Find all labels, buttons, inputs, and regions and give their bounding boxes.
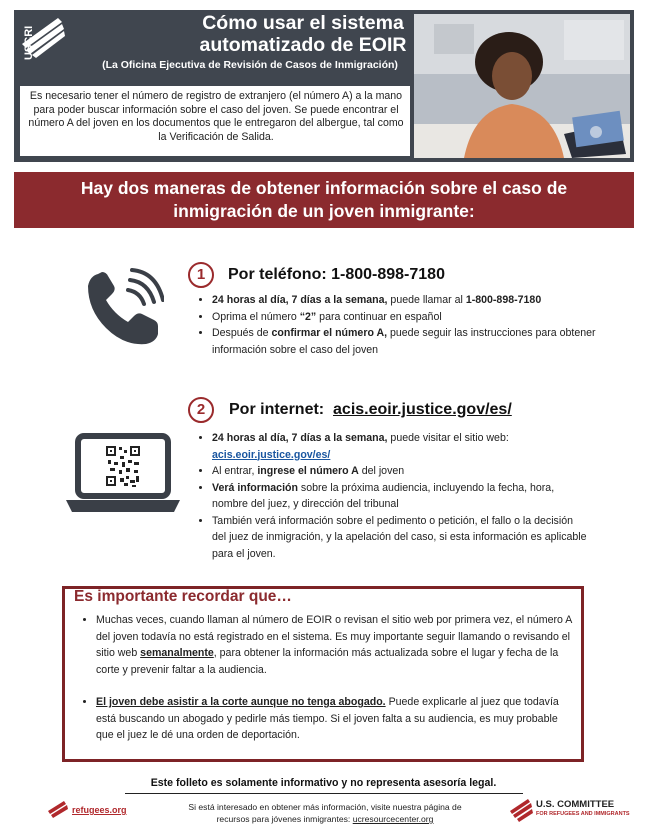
- title-line2: automatizado de EOIR: [199, 34, 407, 56]
- refugees-org-logo[interactable]: [46, 797, 136, 825]
- list-item: • 24 horas al día, 7 días a la semana, puede llamar al 1-800-898-7180: [212, 292, 598, 309]
- list-item: • 24 horas al día, 7 días a la semana, puede visitar el sitio web: acis.eoir.justice.gov/es/: [212, 430, 588, 463]
- title-line1: Cómo usar el sistema: [202, 12, 404, 34]
- list-item: • Verá información sobre la próxima audiencia, incluyendo la fecha, hora, nombre del juez, y dirección del tribunal: [212, 480, 588, 513]
- important-body: [82, 612, 572, 760]
- list-item: • Oprima el número “2” para continuar en español: [212, 309, 598, 326]
- list-item: • Después de confirmar el número A, puede seguir las instrucciones para obtener información sobre el caso del joven: [212, 325, 598, 358]
- ways-banner: [14, 172, 634, 228]
- list-item: • Al entrar, ingrese el número A del joven: [212, 463, 588, 480]
- phone-icon: [84, 266, 164, 348]
- refugees-org-link[interactable]: refugees.org: [72, 805, 127, 815]
- uscri-tagline: FOR REFUGEES AND IMMIGRANTS: [536, 811, 630, 817]
- intro-text: Es necesario tener el número de registro de extranjero (el número A) a la mano para poder buscar información sobre el caso del joven. Se puede encontrar el número A del joven en los documentos que le entregaron del albergue, tal como la Verificación de Salida.: [28, 90, 404, 143]
- header-panel: [14, 10, 634, 162]
- footer-info-line1: Si está interesado en obtener más información, visite nuestra página de: [188, 802, 462, 812]
- phone-number[interactable]: 1-800-898-7180: [465, 294, 542, 306]
- list-item: • También verá información sobre el pedimento o petición, el fallo o la decisión del juez de inmigración, y la apelación del caso, si esta información es aplicable para el joven.: [212, 513, 588, 563]
- uscri-footer-logo: [508, 795, 628, 825]
- section2-bullets: [198, 430, 588, 562]
- section-number-2: 2: [188, 397, 214, 423]
- section-number-1: 1: [188, 262, 214, 288]
- refugees-logo-icon: [46, 799, 70, 821]
- website-title-link[interactable]: acis.eoir.justice.gov/es/: [333, 401, 512, 418]
- footer-info: [160, 801, 490, 825]
- list-item: • Muchas veces, cuando llaman al número de EOIR o revisan el sitio web por primera vez, el número A del joven todavía no está registrado en el sistema. Es muy importante seguir llamando o revisando el sitio web semanalmente, para obtener la información más actualizada sobre el lugar y fecha de la corte y prevenir faltar a la audiencia.: [96, 612, 572, 678]
- list-item: • El joven debe asistir a la corte aunque no tenga abogado. Puede explicarle al juez que todavía está buscando un abogado y pedirle más tiempo. Si el joven falta a su audiencia, es muy probable que el juez le dé una orden de deportación.: [96, 694, 572, 744]
- important-title: Es importante recordar que…: [74, 588, 292, 605]
- section1-bullets: [198, 292, 598, 358]
- resource-center-link[interactable]: ucresourcecenter.org: [352, 814, 434, 824]
- footer-info-line2: recursos para jóvenes inmigrantes:: [216, 814, 353, 824]
- section2-title: [229, 401, 512, 419]
- page-title: [172, 12, 434, 56]
- section2-title-label: Por internet:: [229, 401, 325, 418]
- uscri-name: U.S. COMMITTEE: [536, 799, 615, 810]
- student-photo: [414, 14, 630, 158]
- laptop-qr-icon: [64, 432, 182, 514]
- website-link[interactable]: acis.eoir.justice.gov/es/: [212, 448, 331, 461]
- banner-line1: Hay dos maneras de obtener información sobre el caso de: [80, 178, 568, 198]
- section1-title: Por teléfono: 1-800-898-7180: [228, 266, 445, 283]
- logo-text: USCRI: [23, 25, 35, 60]
- uscri-stripes-icon: [508, 797, 534, 823]
- banner-line2: inmigración de un joven inmigrante:: [173, 201, 475, 221]
- legal-disclaimer: Este folleto es solamente informativo y no representa asesoría legal.: [150, 777, 497, 789]
- uscri-logo-icon: [18, 14, 70, 62]
- footer-divider: [125, 793, 523, 794]
- page-subtitle: (La Oficina Ejecutiva de Revisión de Casos de Inmigración): [102, 59, 398, 71]
